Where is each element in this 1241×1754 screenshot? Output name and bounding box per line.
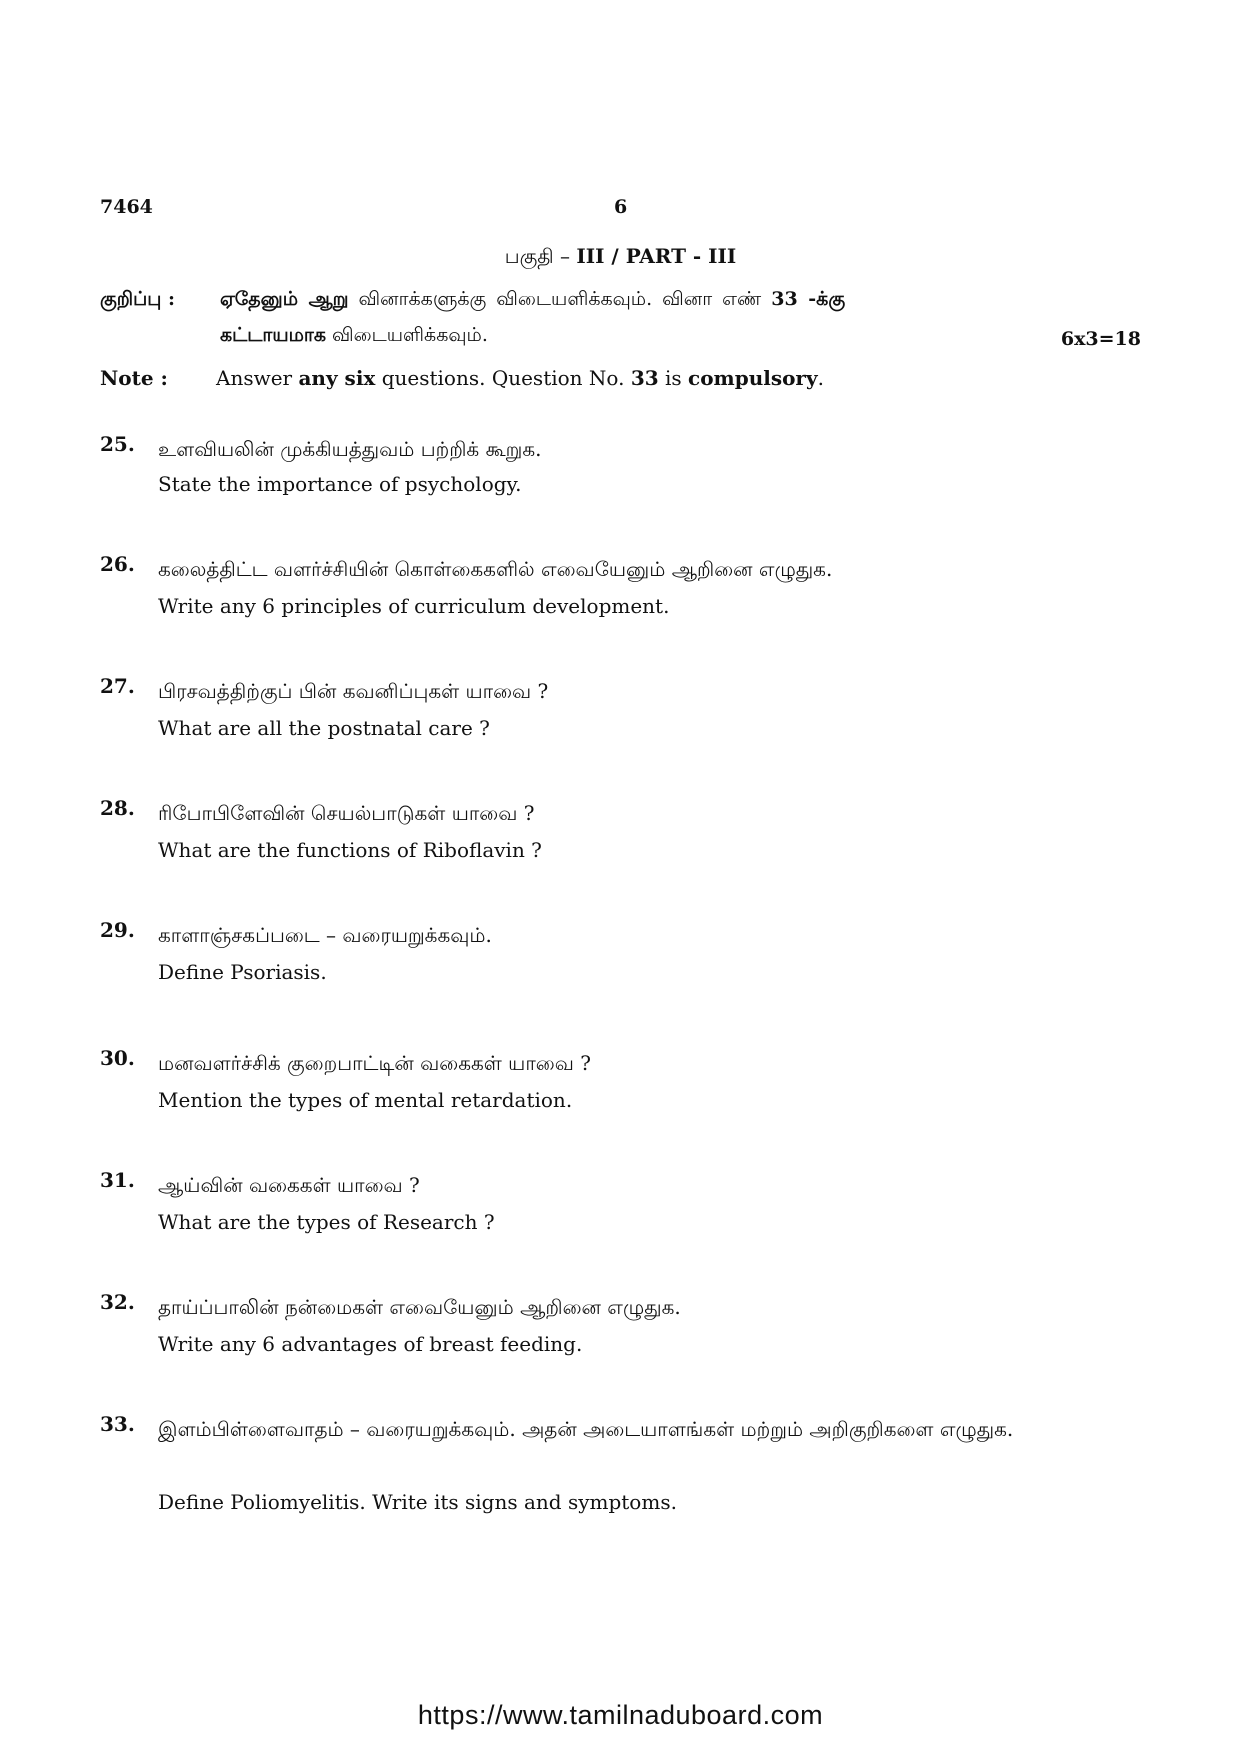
question-text-tamil: மனவளர்ச்சிக் குறைபாட்டின் வகைகள் யாவை ? [158,1051,591,1075]
question-text-english: What are the functions of Riboflavin ? [158,838,542,862]
note-en-compulsory: compulsory [688,366,818,390]
footer-website-url: https://www.tamilnaduboard.com [417,1700,824,1730]
question-text-english: Define Poliomyelitis. Write its signs and symptoms. [158,1490,677,1514]
note-en-question-no: 33 [630,366,659,390]
question-text-english: Define Psoriasis. [158,960,327,984]
marks-allocation: 6x3=18 [1060,328,1141,350]
note-tamil-any-six: ஏதேனும் ஆறு [220,288,349,310]
page-number: 6 [614,196,628,218]
question-text-english: What are all the postnatal care ? [158,716,490,740]
question-number: 33. [100,1412,135,1436]
question-text-tamil: கலைத்திட்ட வளர்ச்சியின் கொள்கைகளில் எவையேனும் ஆறினை எழுதுக. [158,557,833,581]
question-text-tamil: பிரசவத்திற்குப் பின் கவனிப்புகள் யாவை ? [158,679,549,703]
part-heading-latin: III / PART - III [576,244,737,268]
question-text-tamil: ஆய்வின் வகைகள் யாவை ? [158,1173,420,1197]
question-text-tamil: தாய்ப்பாலின் நன்மைகள் எவையேனும் ஆறினை எழுதுக. [158,1295,681,1319]
question-text-tamil: உளவியலின் முக்கியத்துவம் பற்றிக் கூறுக. [158,437,542,461]
question-text-english: What are the types of Research ? [158,1210,495,1234]
note-en-mid2: is [658,366,689,390]
note-en-end: . [817,366,824,390]
part-heading [0,244,1241,271]
question-number: 29. [100,918,135,942]
note-label-tamil: குறிப்பு : [100,288,176,310]
question-number: 27. [100,674,135,698]
note-tamil-answer-text: வினாக்களுக்கு விடையளிக்கவும். வினா எண் [348,288,772,310]
note-tamil-line2-text: விடையளிக்கவும். [325,324,488,346]
note-en-pre: Answer [216,366,299,390]
question-text-english: Write any 6 advantages of breast feeding. [158,1332,583,1356]
question-text-tamil: காளாஞ்சகப்படை – வரையறுக்கவும். [158,923,492,947]
question-text-english: Write any 6 principles of curriculum development. [158,594,670,618]
question-text-english: Mention the types of mental retardation. [158,1088,573,1112]
note-tamil-compulsory: கட்டாயமாக [220,324,326,346]
note-en-any-six: any six [298,366,376,390]
question-number: 32. [100,1290,135,1314]
note-tamil-question-no: 33 -க்கு [771,288,846,310]
question-number: 26. [100,552,135,576]
question-paper-code: 7464 [100,196,153,218]
note-en-mid: questions. Question No. [375,366,631,390]
question-text-tamil: இளம்பிள்ளைவாதம் – வரையறுக்கவும். அதன் அடையாளங்கள் மற்றும் அறிகுறிகளை எழுதுக. [158,1417,1014,1441]
part-heading-tamil: பகுதி [504,244,554,268]
note-label-english: Note : [100,366,168,390]
question-number: 30. [100,1046,135,1070]
question-number: 25. [100,432,135,456]
question-text-english: State the importance of psychology. [158,472,522,496]
question-number: 31. [100,1168,135,1192]
question-number: 28. [100,796,135,820]
question-text-tamil: ரிபோபிளேவின் செயல்பாடுகள் யாவை ? [158,801,535,825]
part-heading-separator: – [553,244,577,268]
